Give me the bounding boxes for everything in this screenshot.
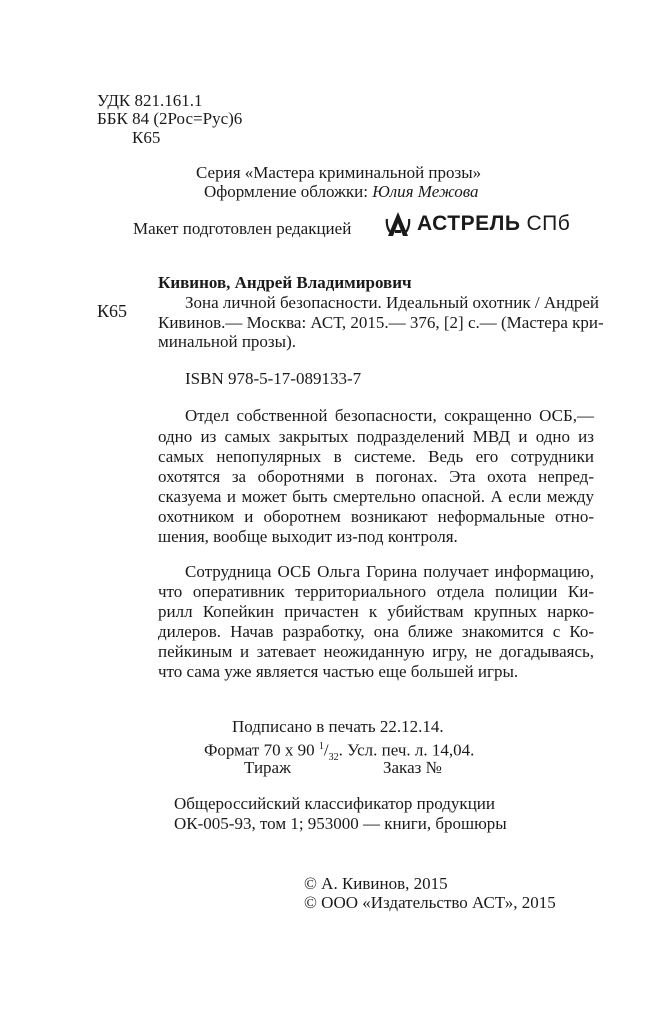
- annotation-p2-line-6: что сама уже является частью еще большей игры.: [158, 662, 519, 681]
- annotation-p1-line-3: самых непопулярных в системе. Ведь его сотрудники: [158, 447, 594, 466]
- copyright-publisher: © ООО «Издательство АСТ», 2015: [304, 893, 556, 912]
- series-line: Серия «Мастера криминальной прозы»: [196, 163, 482, 182]
- annotation-p1-line-6: охотником и оборотнем возникают неформальные отно-: [158, 507, 594, 526]
- annotation-p1-line-4: охотятся за оборотнями в погонах. Эта охота непред-: [158, 467, 594, 486]
- annotation-p1-line-7: шения, вообще выходит из-под контроля.: [158, 527, 458, 546]
- format-line: Формат 70 х 90 $^1/_{32}$. Усл. печ. л. 14,04.: [204, 740, 475, 764]
- logo-city: СПб: [526, 212, 571, 235]
- copyright-author: © А. Кивинов, 2015: [304, 874, 448, 893]
- catalog-author: Кивинов, Андрей Владимирович: [158, 273, 412, 292]
- catalog-desc-line-3: минальной прозы).: [158, 332, 296, 351]
- catalog-desc-line-2: Кивинов.— Москва: АСТ, 2015.— 376, [2] с.— (Мастера кри-: [158, 313, 604, 332]
- order-number: Заказ №: [383, 758, 442, 777]
- isbn: ISBN 978-5-17-089133-7: [185, 369, 362, 388]
- publisher-logo: [385, 209, 570, 239]
- prepared-by-text: Макет подготовлен редакцией: [133, 219, 352, 238]
- catalog-desc-line-1: Зона личной безопасности. Идеальный охотник / Андрей: [185, 293, 600, 312]
- astrel-logo-icon: [385, 210, 411, 238]
- cover-design-line: [204, 181, 479, 203]
- author-sign-code: К65: [132, 128, 161, 147]
- annotation-p2-line-2: что оперативник территориального отдела полиции Ки-: [158, 582, 594, 601]
- format-numerator: 1: [318, 741, 324, 752]
- annotation-p1-line-2: одно из самых закрытых подразделений МВД и одно из: [158, 427, 594, 446]
- format-label: Формат 70 х 90: [204, 740, 315, 760]
- annotation-p2-line-4: дилеров. Начав разработку, она ближе знакомится с Ко-: [158, 622, 594, 641]
- bbk-code: ББК 84 (2Рос=Рус)6: [97, 109, 243, 128]
- annotation-p2-line-1: Сотрудница ОСБ Ольга Горина получает информацию,: [185, 562, 594, 581]
- format-rest: . Усл. печ. л. 14,04.: [338, 740, 475, 760]
- annotation-p1-line-5: сказуема и может быть смертельно опасной. А если между: [158, 487, 594, 506]
- format-denominator: 32: [328, 752, 339, 764]
- classifier-line-1: Общероссийский классификатор продукции: [174, 794, 495, 813]
- cover-designer: Юлия Межова: [372, 182, 479, 201]
- catalog-code: К65: [97, 301, 128, 321]
- classifier-line-2: ОК-005-93, том 1; 953000 — книги, брошюры: [174, 814, 507, 833]
- annotation-p2-line-3: рилл Копейкин причастен к убийствам крупных нарко-: [158, 602, 594, 621]
- logo-name: АСТРЕЛЬ: [417, 212, 521, 235]
- udk-code: УДК 821.161.1: [97, 91, 203, 110]
- cover-design-label: Оформление обложки:: [204, 182, 368, 201]
- annotation-p1-line-1: Отдел собственной безопасности, сокращенно ОСБ,—: [185, 406, 594, 425]
- signed-date: Подписано в печать 22.12.14.: [232, 717, 444, 736]
- logo-wordmark: [417, 212, 570, 236]
- print-run: Тираж: [244, 758, 291, 777]
- annotation-p2-line-5: пейкиным и затевает неожиданную игру, не догадываясь,: [158, 642, 594, 661]
